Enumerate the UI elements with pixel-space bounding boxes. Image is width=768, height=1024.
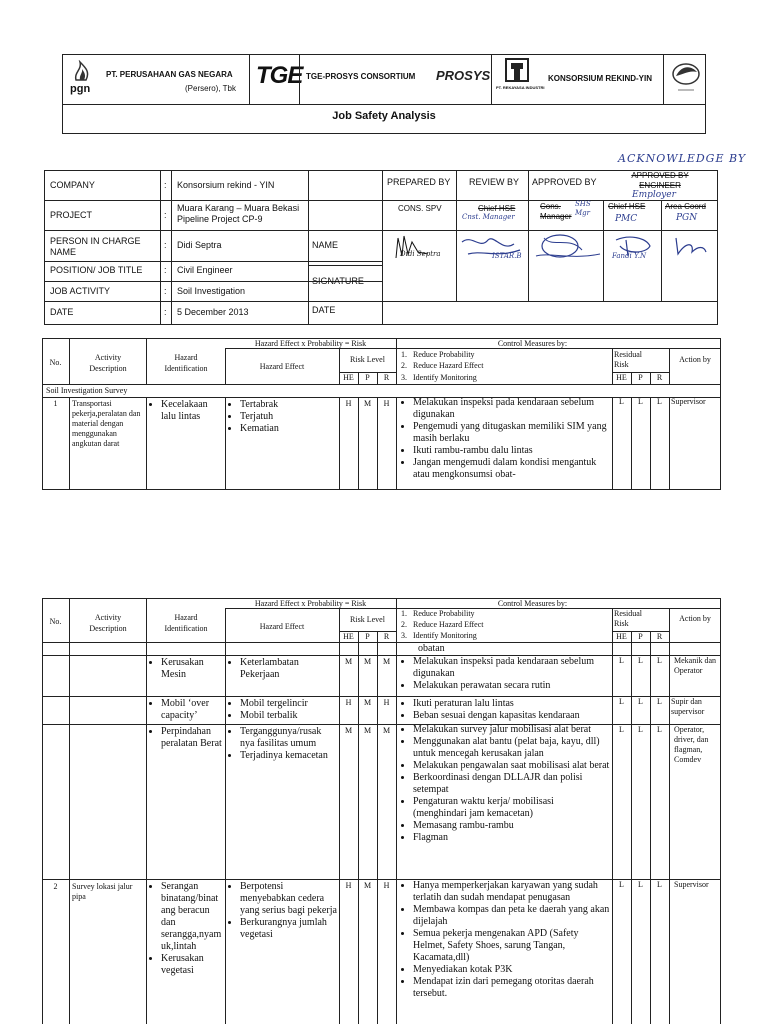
t1-col-no: No. (49, 358, 62, 367)
colon: : (164, 210, 167, 220)
rowB-he: H (345, 698, 352, 707)
t2-col-hazard-effect: Hazard Effect (259, 622, 305, 631)
value-project: Muara Karang – Muara Bekasi Pipeline Project CP-9 (177, 203, 300, 224)
rowC-control-item: • Berkoordinasi dengan DLLAJR dan polisi setempat (413, 772, 610, 796)
approved-handwriting: SHS Mgr (575, 200, 591, 217)
t2-action-by: Action by (679, 614, 711, 623)
t1-rr: R (656, 373, 663, 382)
info-col (661, 200, 662, 301)
t1-control-2: 2. Reduce Hazard Effect (401, 361, 484, 370)
t1-col-hazard-effect: Hazard Effect (259, 362, 305, 371)
rowB-controls (402, 698, 610, 722)
t2-control-title: Control Measures by: (497, 599, 568, 608)
owner-handwriting: Employer (632, 190, 676, 200)
t1-col (146, 397, 147, 490)
t1-col (69, 338, 70, 384)
t1-col (396, 397, 397, 490)
row1-effect-item: • Terjatuh (240, 411, 337, 423)
row1-control-item: • Melakukan inspeksi pada kendaraan sebelum digunakan (413, 397, 610, 421)
rowB-effects (229, 698, 337, 722)
rowC-rr: L (657, 725, 662, 734)
rowD-r: H (383, 881, 390, 890)
rowA-effect-item: • Keterlambatan Pekerjaan (240, 657, 337, 681)
row1-no: 1 (53, 399, 58, 408)
t2-control-2: 2. Reduce Hazard Effect (401, 620, 484, 629)
rowD-rhe: L (619, 880, 624, 889)
rekind-label: PT. REKAYASA INDUSTRI (496, 85, 545, 90)
document-title: Job Safety Analysis (332, 110, 436, 122)
t1-action-by: Action by (679, 355, 711, 364)
rowD-he: H (345, 881, 352, 890)
role-cons-manager: Cons. Manager (540, 202, 572, 221)
t1-residual: Residual Risk (614, 350, 642, 369)
t2-col (339, 608, 340, 1024)
info-col (382, 170, 383, 325)
rowD-activity: Survey lokasi jalur pipa (72, 882, 133, 901)
rowC-he: M (344, 726, 353, 735)
rowD-control-item: • Menyediakan kotak P3K (413, 964, 610, 976)
t2-r: R (383, 632, 390, 641)
info-col (160, 170, 161, 325)
t1-control-3: 3. Identify Monitoring (401, 373, 477, 382)
header-approved-by-engineer: APPROVED BY ENGINEER (631, 171, 689, 190)
signature-approved (530, 232, 602, 262)
t2-col-no: No. (49, 617, 62, 626)
info-rule (44, 200, 718, 201)
rowB-r: H (383, 698, 390, 707)
rowB-rr: L (657, 697, 662, 706)
header-sep-4 (663, 54, 664, 104)
rowA-rhe: L (619, 656, 624, 665)
row1-effect-item: • Kematian (240, 423, 337, 435)
value-position: Civil Engineer (177, 265, 233, 275)
row1-effect-item: • Tertabrak (240, 399, 337, 411)
header-sep-2 (299, 54, 300, 104)
t2-formula: Hazard Effect x Probability = Risk (254, 599, 367, 608)
t1-control-title: Control Measures by: (497, 339, 568, 348)
rowC-action: Operator, driver, dan flagman, Comdev (674, 725, 709, 764)
t2-residual: Residual Risk (614, 609, 642, 628)
label-sign-date: DATE (312, 305, 336, 315)
info-rule (44, 301, 718, 302)
rowD-rp: L (638, 880, 643, 889)
rowC-rhe: L (619, 725, 624, 734)
rowA-rr: L (657, 656, 662, 665)
value-company: Konsorsium rekind - YIN (177, 180, 275, 190)
rowB-hazards (150, 698, 224, 722)
rekind-emblem-icon (505, 58, 529, 84)
row1-r: H (383, 399, 390, 408)
row1-rhe: L (619, 397, 624, 406)
header-divider (62, 104, 706, 105)
t2-col (396, 598, 397, 1024)
t2-col-activity: Activity Description (89, 613, 127, 633)
t1-col-hazard: Hazard Identification (164, 353, 208, 373)
t1-col (339, 397, 340, 490)
t1-col (631, 397, 632, 490)
rowC-hazard-item: • Perpindahan peralatan Berat (161, 726, 224, 750)
t1-row (225, 348, 721, 349)
t2-col (146, 598, 147, 1024)
colon: : (164, 307, 167, 317)
value-person-in-charge: Didi Septra (177, 240, 222, 250)
label-job-activity: JOB ACTIVITY (50, 286, 111, 296)
t2-p: P (365, 632, 370, 641)
t1-r: R (383, 373, 390, 382)
t1-p: P (365, 373, 370, 382)
rowB-effect-item: • Mobil terbalik (240, 710, 337, 722)
role-chief-hse: Chief HSE (478, 204, 516, 213)
rowB-p: M (363, 698, 372, 707)
t1-col (358, 397, 359, 490)
rowB-rhe: L (619, 697, 624, 706)
rowA-hazard-item: • Kerusakan Mesin (161, 657, 224, 681)
rowD-hazards (150, 881, 226, 977)
t1-rhe: HE (616, 373, 627, 382)
t1-col (69, 397, 70, 490)
rowA-p: M (363, 657, 372, 666)
role-area-coord: Area Coord (665, 202, 706, 211)
t1-col-risk-level: Risk Level (350, 355, 385, 364)
t1-col (377, 397, 378, 490)
rowB-effect-item: • Mobil tergelincir (240, 698, 337, 710)
rowC-control-item: • Flagman (413, 832, 610, 844)
signature-chief-name: Fandi Y.N (612, 252, 647, 260)
row1-rp: L (638, 397, 643, 406)
consortium-name: TGE-PROSYS CONSORTIUM (306, 72, 416, 81)
t2-col-risk-level: Risk Level (350, 615, 385, 624)
rowB-control-item: • Ikuti peraturan lalu lintas (413, 698, 610, 710)
t2-col (69, 598, 70, 1024)
rowC-effect-item: • Terjadinya kemacetan (240, 750, 337, 762)
role-chief-hse-2: Chief HSE (608, 202, 646, 211)
pgn-logo (68, 60, 96, 98)
rowA-hazards (150, 657, 224, 681)
t2-col (650, 631, 651, 1024)
yin-logo (670, 60, 702, 101)
t2-rhe: HE (616, 632, 627, 641)
rowC-control-item: • Menggunakan alat bantu (pelat baja, kayu, dll) untuk mencegah kerusakan jalan (413, 736, 610, 760)
rowC-control-item: • Memasang rambu-rambu (413, 820, 610, 832)
t1-col (650, 397, 651, 490)
pgn-company-name: PT. PERUSAHAAN GAS NEGARA (106, 70, 233, 79)
rowD-control-item: • Mendapat izin dari pemegang otoritas daerah tersebut. (413, 976, 610, 1000)
rowA-he: M (344, 657, 353, 666)
t2-control-3: 3. Identify Monitoring (401, 631, 477, 640)
rowC-rp: L (638, 725, 643, 734)
t2-col (377, 631, 378, 1024)
rowD-no: 2 (53, 882, 58, 891)
rowD-control-item: • Membawa kompas dan peta ke daerah yang akan dijelajah (413, 904, 610, 928)
rowC-control-item: • Pengaturan waktu kerja/ mobilisasi (menghindari jam kemacetan) (413, 796, 610, 820)
rowD-hazard-item: • Serangan binatang/binat ang beracun dan serangga,nyam uk,lintah (161, 881, 226, 953)
signature-review-tag: ISTAR.B (492, 252, 522, 260)
t2-col-hazard: Hazard Identification (164, 613, 208, 633)
info-col (603, 200, 604, 301)
colon: : (164, 286, 167, 296)
header-approved-by: APPROVED BY (532, 177, 597, 187)
rowC-control-item: • Melakukan pengawalan saat mobilisasi alat berat (413, 760, 610, 772)
rowA-rp: L (638, 656, 643, 665)
rowD-control-item: • Semua pekerja mengenakan APD (Safety Helmet, Safety Shoes, sarung Tangan, Kacamata,dll) (413, 928, 610, 964)
rowC-controls (402, 724, 610, 844)
rowD-effect-item: • Berkurangnya jumlah vegetasi (240, 917, 337, 941)
rowC-r: M (382, 726, 391, 735)
header-sep-3 (491, 54, 492, 104)
rowB-control-item: • Beban sesuai dengan kapasitas kendaraan (413, 710, 610, 722)
label-position: POSITION/ JOB TITLE (50, 265, 143, 275)
review-handwriting: Cnst. Manager (462, 213, 515, 221)
rowC-effects (229, 726, 337, 762)
pgn-logo-text: pgn (70, 83, 91, 95)
rowA-action: Mekanik dan Operator (674, 656, 716, 675)
row1-activity: Transportasi pekerja,peralatan dan material dengan menggunakan angkutan darat (72, 399, 141, 448)
rowA-controls (402, 656, 610, 692)
colon: : (164, 265, 167, 275)
t2-control-1: 1. Reduce Probability (401, 609, 475, 618)
t2-col (612, 608, 613, 1024)
row1-hazard-item: • Kecelakaan lalu lintas (161, 399, 224, 423)
row1-control-item: • Jangan mengemudi dalam kondisi mengantuk atau mengkonsumsi obat- (413, 457, 610, 481)
rowD-rr: L (657, 880, 662, 889)
colon: : (164, 240, 167, 250)
rowD-effects (229, 881, 337, 941)
info-col (456, 170, 457, 301)
rowA-control-item: • Melakukan perawatan secara rutin (413, 680, 610, 692)
info-rule (308, 265, 382, 266)
t2-row (42, 642, 721, 643)
header-sep-1 (249, 54, 250, 104)
rowC-hazards (150, 726, 224, 750)
rowD-effect-item: • Berpotensi menyebabkan cedera yang serius bagi pekerja (240, 881, 337, 917)
t1-col (146, 338, 147, 384)
rekind-logo (496, 58, 545, 102)
chief-handwriting: PMC (615, 214, 638, 224)
row1-control-item: • Pengemudi yang ditugaskan memiliki SIM yang masih berlaku (413, 421, 610, 445)
row1-effects (229, 399, 337, 435)
row1-he: H (345, 399, 352, 408)
t2-he: HE (343, 632, 354, 641)
label-company: COMPANY (50, 180, 95, 190)
header-prepared-by: PREPARED BY (387, 177, 451, 187)
rowA-effects (229, 657, 337, 681)
row1-action: Supervisor (671, 397, 706, 406)
section-title: Soil Investigation Survey (46, 386, 128, 395)
t2-col (631, 631, 632, 1024)
rowC-control-item: • Melakukan survey jalur mobilisasi alat berat (413, 724, 610, 736)
value-date: 5 December 2013 (177, 307, 249, 317)
t1-col (669, 348, 670, 384)
rowD-hazard-item: • Kerusakan vegetasi (161, 953, 226, 977)
rowB-hazard-item: • Mobil ‘over capacity’ (161, 698, 224, 722)
rowC-effect-item: • Terganggunya/rusak nya fasilitas umum (240, 726, 337, 750)
info-rule (44, 261, 382, 262)
t2-rr: R (656, 632, 663, 641)
row1-p: M (363, 399, 372, 408)
rekind-consortium: KONSORSIUM REKIND-YIN (548, 74, 653, 83)
rowA-r: M (382, 657, 391, 666)
t1-col (669, 397, 670, 490)
header-review-by: REVIEW BY (469, 177, 520, 187)
label-person-in-charge: PERSON IN CHARGE NAME (50, 236, 141, 257)
area-handwriting: PGN (676, 213, 698, 223)
label-date: DATE (50, 307, 74, 317)
pgn-company-sub: (Persero), Tbk (185, 84, 236, 93)
rowD-p: M (363, 881, 372, 890)
rowC-p: M (363, 726, 372, 735)
label-name: NAME (312, 240, 339, 250)
t1-col (225, 397, 226, 490)
t2-col (358, 631, 359, 1024)
t1-he: HE (343, 373, 354, 382)
t1-col-activity: Activity Description (89, 353, 127, 373)
row1-controls (402, 397, 610, 481)
continuation-text: obatan (418, 643, 445, 654)
label-project: PROJECT (50, 210, 93, 220)
header-frame (62, 54, 706, 134)
pgn-flame-icon (68, 60, 96, 84)
t2-col (669, 608, 670, 1024)
rowD-controls (402, 880, 610, 1000)
t1-row (42, 384, 721, 385)
info-rule (44, 230, 718, 231)
rowD-control-item: • Hanya memperkerjakan karyawan yang sudah terlatih dan sudah mendapat penugasan (413, 880, 610, 904)
info-col (528, 170, 529, 301)
rowB-action: Supir dan supervisor (671, 697, 705, 716)
info-col (308, 170, 309, 325)
label-signature: SIGNATURE (312, 276, 364, 286)
prosys-logo: PROSYS (436, 68, 491, 83)
value-job-activity: Soil Investigation (177, 286, 246, 296)
t2-rp: P (638, 632, 643, 641)
tge-logo-text: TGE (256, 62, 303, 89)
t1-formula: Hazard Effect x Probability = Risk (254, 339, 367, 348)
t1-rp: P (638, 373, 643, 382)
acknowledge-note: ACKNOWLEDGE BY (618, 152, 747, 165)
rowD-action: Supervisor (674, 880, 709, 889)
tge-logo (256, 62, 302, 90)
row1-control-item: • Ikuti rambu-rambu dalu lintas (413, 445, 610, 457)
row1-rr: L (657, 397, 662, 406)
colon: : (164, 180, 167, 190)
role-cons-spv: CONS. SPV (398, 204, 442, 213)
t1-control-1: 1. Reduce Probability (401, 350, 475, 359)
info-col (171, 170, 172, 325)
t1-col (612, 397, 613, 490)
signature-area-coord (664, 232, 716, 262)
row1-hazards (150, 399, 224, 423)
yin-emblem-icon (670, 60, 702, 96)
signature-prepared-name: Didi Septra (400, 250, 441, 258)
rowA-control-item: • Melakukan inspeksi pada kendaraan sebelum digunakan (413, 656, 610, 680)
rowB-rp: L (638, 697, 643, 706)
